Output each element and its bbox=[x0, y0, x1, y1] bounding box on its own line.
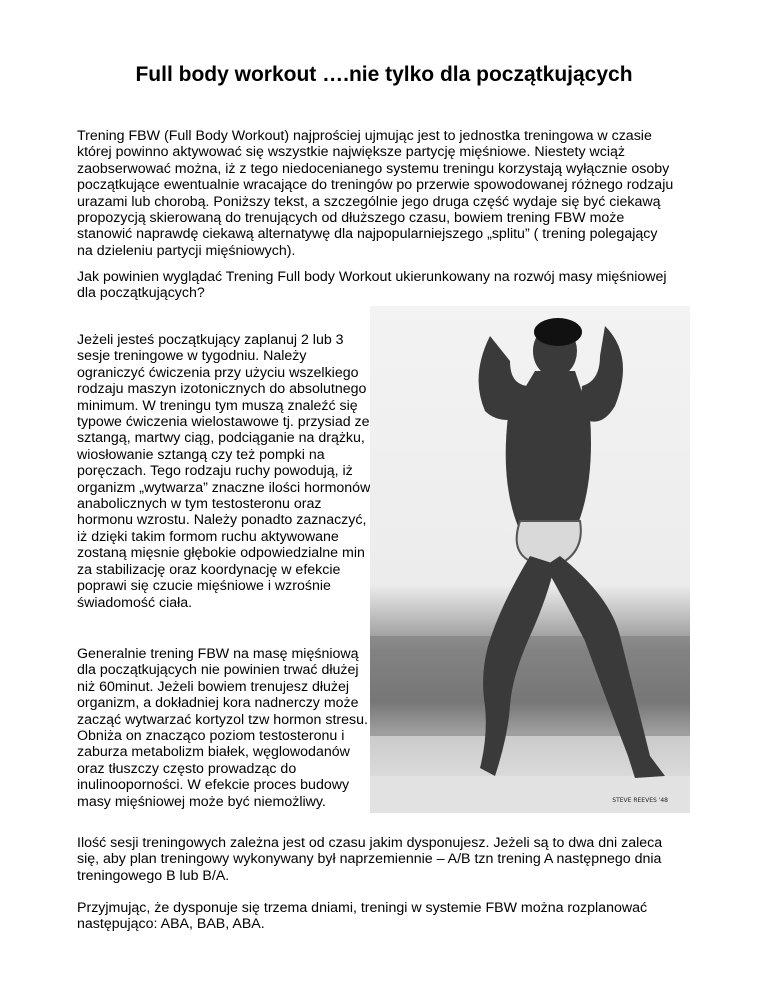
paragraph-beginner-plan: Jeżeli jesteś początkujący zaplanuj 2 lub 3 sesje treningowe w tygodniu. Należy ograniczyć ćwiczenia przy użyciu wszelkiego rodzaju maszyn izotonicznych do absolutnego minimum. W treningu tym muszą znaleźć się typowe ćwiczenia wielostawowe tj. przysiad ze sztangą, martwy ciąg, podciąganie na drążku, wiosłowanie sztangą czy też pompki na poręczach. Tego rodzaju ruchy powodują, iż organizm „wytwarza” znaczne ilości hormonów anabolicznych w tym testosteronu oraz hormonu wzrostu. Należy ponadto zaznaczyć, iż dzięki takim formom ruchu aktywowane zostaną mięsnie głębokie odpowiedzialne min za stabilizację oraz koordynację w efekcie poprawi się czucie mięśniowe i wzrośnie świadomość ciała. bbox=[77, 332, 371, 611]
paragraph-question: Jak powinien wyglądać Trening Full body Workout ukierunkowany na rozwój masy mięśniowej dla początkujących? bbox=[77, 269, 667, 302]
paragraph-schedule: Przyjmując, że dysponuje się trzema dniami, treningi w systemie FBW można rozplanować następująco: ABA, BAB, ABA. bbox=[77, 900, 648, 933]
photo-signature: STEVE REEVES '48 bbox=[612, 797, 668, 804]
bodybuilder-silhouette bbox=[370, 306, 690, 813]
paragraph-sessions: Ilość sesji treningowych zależna jest od czasu jakim dysponujesz. Jeżeli są to dwa dni zaleca się, aby plan treningowy wykonywany był naprzemiennie – A/B tzn trening A następnego dnia treningowego B lub B/A. bbox=[77, 835, 663, 884]
paragraph-duration: Generalnie trening FBW na masę mięśniową dla początkujących nie powinien trwać dłużej niż 60minut. Jeżeli bowiem trenujesz dłużej organizm, a dokładniej kora nadnerczy może zacząć wytwarzać kortyzol tzw hormon stresu. Obniża on znacząco poziom testosteronu i zaburza metabolizm białek, węglowodanów oraz tłuszczy często prowadząc do inulinooporności. W efekcie proces budowy masy mięśniowej może być niemożliwy. bbox=[77, 646, 368, 810]
paragraph-intro: Trening FBW (Full Body Workout) najprościej ujmując jest to jednostka treningowa w czasie której powinno aktywować się wszystkie największe partycję mięśniowe. Niestety wciąż zaobserwować można, iż z tego niedocenianego systemu treningu korzystają wyłącznie osoby początkujące ewentualnie wracające do treningów po przerwie spowodowanej różnego rodzaju urazami lub chorobą. Poniższy tekst, a szczególnie jego druga część wydaje się być ciekawą propozycją skierowaną do trenujących od dłuższego czasu, bowiem trening FBW może stanowić naprawdę ciekawą alternatywę dla najpopularniejszego „splitu” ( trening polegający na dzieleniu partycji mięśniowych). bbox=[77, 128, 674, 259]
bodybuilder-photo bbox=[370, 306, 690, 813]
page-title: Full body workout ….nie tylko dla początkujących bbox=[135, 63, 633, 86]
